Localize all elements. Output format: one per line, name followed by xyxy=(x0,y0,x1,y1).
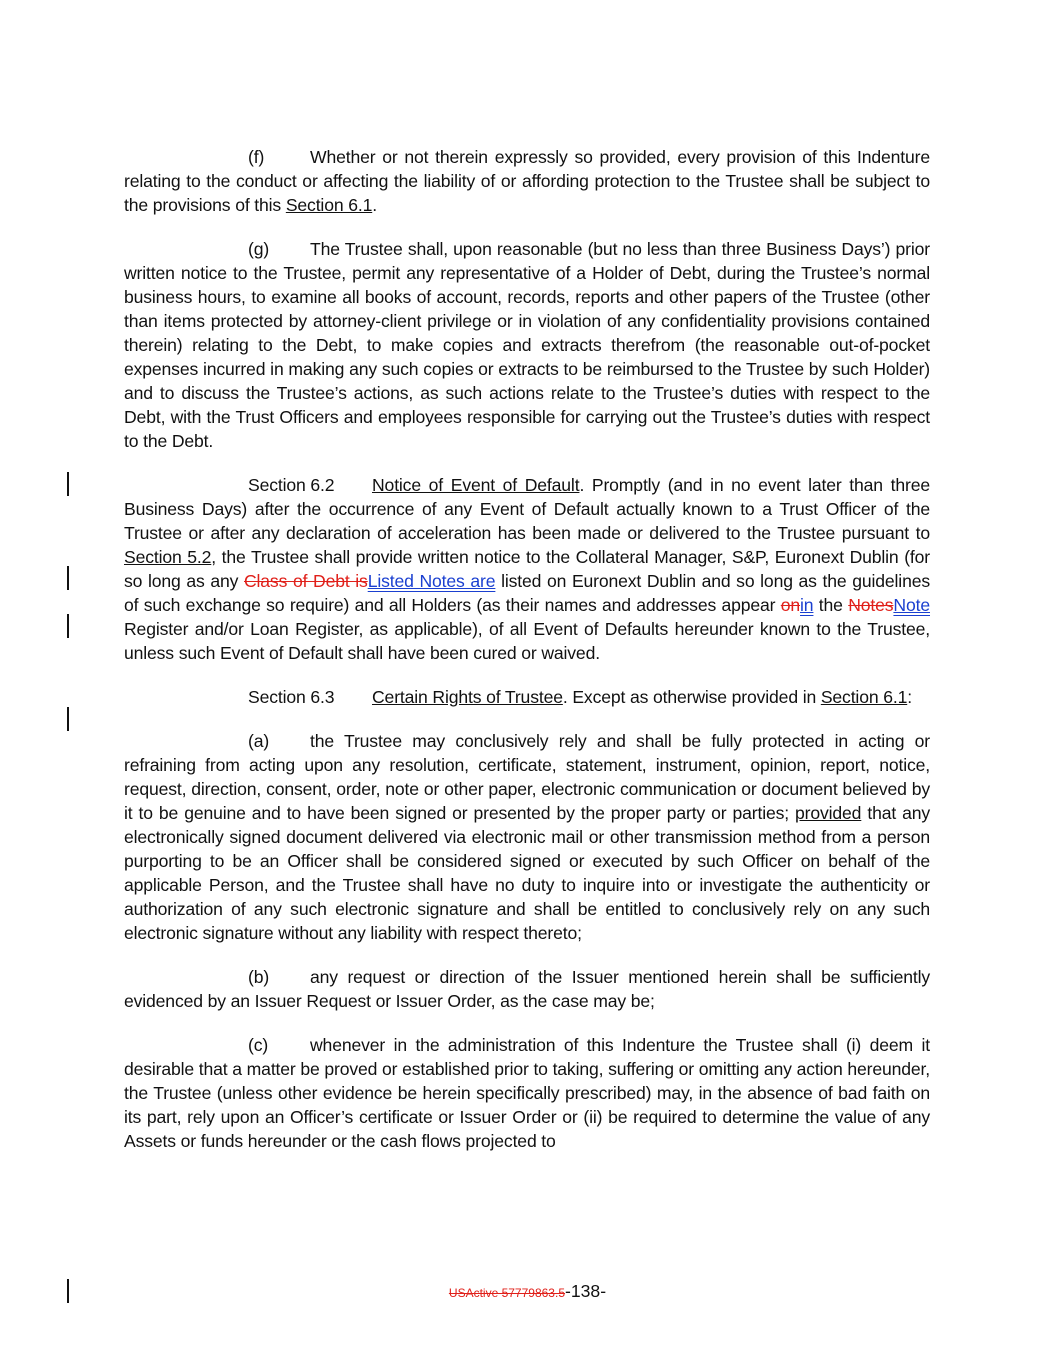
paragraph-a-text-1: the Trustee may conclusively rely and shall be fully protected in acting or refraining from acting upon any resolution, certificate, statement, instrument, opinion, report, notice, request, direction, consent, order, note or other paper, electronic communication or document believed by it to be genuine and to have been signed or presented by the proper party or parties; xyxy=(124,731,930,823)
document-body xyxy=(124,145,930,1173)
paragraph-b xyxy=(124,965,930,1013)
section-6-3-title: Certain Rights of Trustee xyxy=(372,687,563,707)
section-6-2-number: Section 6.2 xyxy=(248,475,335,495)
paragraph-f xyxy=(124,145,930,217)
section-6-2-text-3: listed on Euronext Dublin and so long as the guidelines of such exchange so require) and all Holders (as their names and addresses appear xyxy=(124,571,930,615)
paragraph-g-text: The Trustee shall, upon reasonable (but no less than three Business Days’) prior written notice to the Trustee, permit any representative of a Holder of Debt, during the Trustee’s normal business hours, to examine all books of account, records, reports and other papers of the Trustee (other than items protected by attorney-client privilege or in violation of any confidentiality provisions contained therein) relating to the Debt, to make copies and extracts therefrom (the reasonable out-of-pocket expenses incurred in making any such copies or extracts to be reimbursed to the Trustee by such Holder) and to discuss the Trustee’s actions, as such actions relate to the Trustee’s duties with respect to the Debt, with the Trust Officers and employees responsible for carrying out the Trustee’s duties with respect to the Debt. xyxy=(124,239,930,451)
section-6-3-text: . Except as otherwise provided in xyxy=(562,687,821,707)
change-bar-4 xyxy=(67,707,69,731)
section-6-2-text-4: the xyxy=(813,595,849,615)
insertion-2: in xyxy=(800,595,814,615)
section-6-2-text-1: . Promptly (and in no event later than three Business Days) after the occurrence of any Event of Default actually known to a Trust Officer of the Trustee or after any declaration of acceleration has been made or delivered to the Trustee pursuant to xyxy=(124,475,930,543)
section-6-1-reference-2: Section 6.1 xyxy=(820,687,908,707)
change-bar-2 xyxy=(67,566,69,590)
paragraph-f-text: Whether or not therein expressly so provided, every provision of this Indenture relating to the conduct or affecting the liability of or affording protection to the Trustee shall be subject to the provisions of this xyxy=(124,147,930,215)
section-6-3 xyxy=(124,685,930,709)
paragraph-f-label: (f) xyxy=(248,147,265,167)
paragraph-g xyxy=(124,237,930,453)
paragraph-a-text-2: that any electronically signed document delivered via electronic mail or other transmission method from a person purporting to be an Officer shall be considered signed or executed by such Officer on behalf of the applicable Person, and the Trustee shall have no duty to inquire into or investigate the authenticity or authorization of any such electronic signature and shall be entitled to conclusively rely on any such electronic signature without any liability with respect thereto; xyxy=(124,803,931,943)
section-6-2 xyxy=(124,473,930,665)
paragraph-b-label: (b) xyxy=(248,967,270,987)
section-5-2-reference: Section 5.2 xyxy=(124,547,212,567)
doc-id-deleted: USActive 57779863.5 xyxy=(448,1286,565,1300)
insertion-1: Listed Notes are xyxy=(367,571,496,591)
change-bar-1 xyxy=(67,472,69,496)
provided-term: provided xyxy=(795,803,862,823)
deletion-3: Notes xyxy=(848,595,894,615)
page-number: -138- xyxy=(565,1281,607,1301)
section-6-2-text-2: , the Trustee shall provide written notice to the Collateral Manager, S&P, Euronext Dublin (for so long as any xyxy=(124,547,930,591)
paragraph-f-end: . xyxy=(372,195,377,215)
section-6-1-reference: Section 6.1 xyxy=(285,195,373,215)
paragraph-g-label: (g) xyxy=(248,239,270,259)
deletion-1: Class of Debt is xyxy=(243,571,368,591)
section-6-2-title: Notice of Event of Default xyxy=(372,475,580,495)
paragraph-c-label: (c) xyxy=(248,1035,269,1055)
deletion-2: on xyxy=(780,595,801,615)
insertion-3: Note xyxy=(893,595,930,615)
section-6-3-colon: : xyxy=(907,687,912,707)
section-6-3-number: Section 6.3 xyxy=(248,687,335,707)
paragraph-a xyxy=(124,729,930,945)
paragraph-c xyxy=(124,1033,930,1153)
paragraph-b-text: any request or direction of the Issuer mentioned herein shall be sufficiently evidenced by an Issuer Request or Issuer Order, as the case may be; xyxy=(124,967,930,1011)
page-footer xyxy=(0,1281,1055,1302)
paragraph-c-text: whenever in the administration of this Indenture the Trustee shall (i) deem it desirable that a matter be proved or established prior to taking, suffering or omitting any action hereunder, the Trustee (unless other evidence be herein specifically prescribed) may, in the absence of bad faith on its part, rely upon an Officer’s certificate or Issuer Order or (ii) be required to determine the value of any Assets or funds hereunder or the cash flows projected to xyxy=(124,1035,930,1151)
change-bar-3 xyxy=(67,614,69,638)
paragraph-a-label: (a) xyxy=(248,731,270,751)
section-6-2-text-5: Register and/or Loan Register, as applicable), of all Event of Defaults hereunder known to the Trustee, unless such Event of Default shall have been cured or waived. xyxy=(124,619,930,663)
